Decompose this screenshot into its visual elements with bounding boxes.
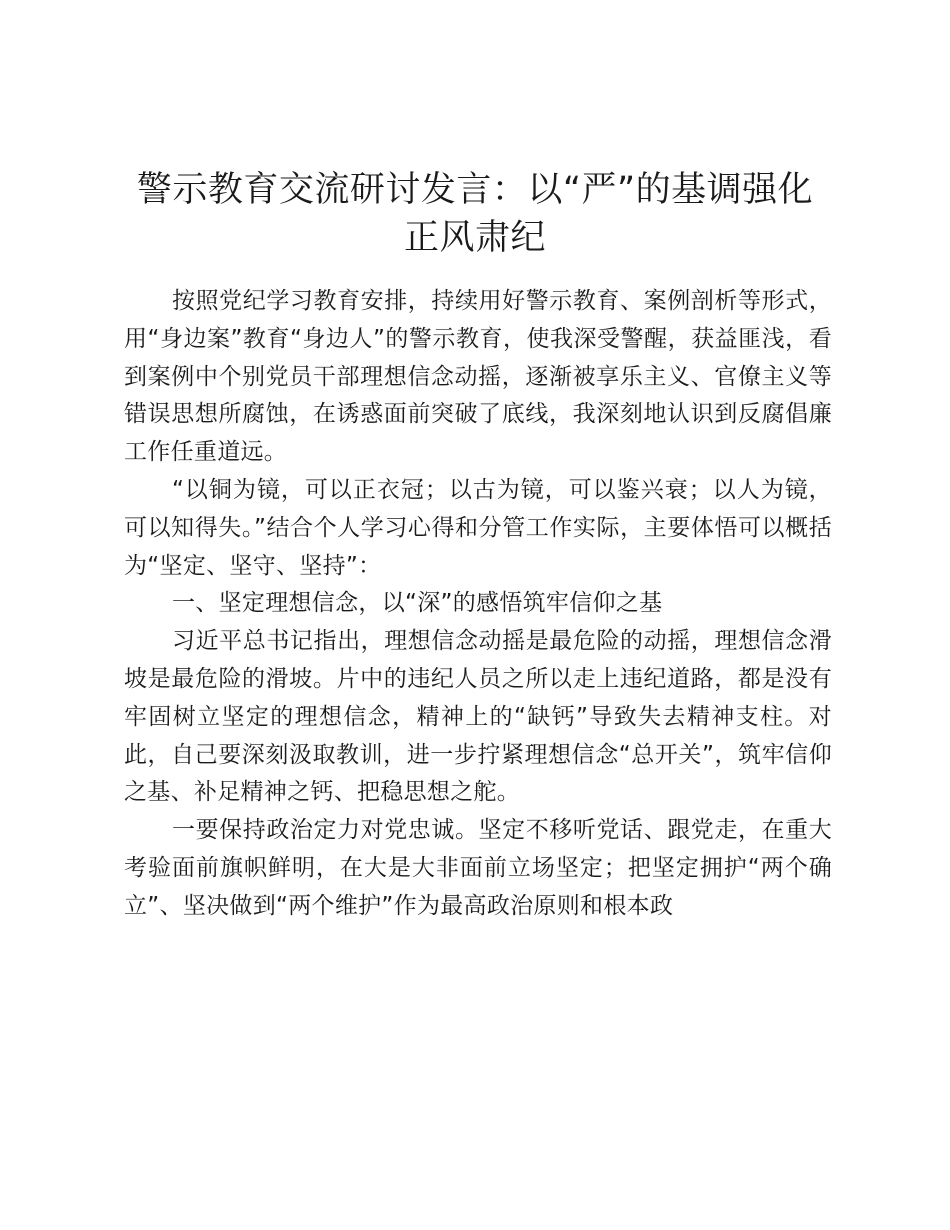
paragraph-quote: “以铜为镜，可以正衣冠；以古为镜，可以鉴兴衰；以人为镜，可以知得失。”结合个人学习心得和分管工作实际，主要体悟可以概括为“坚定、坚守、坚持”： — [124, 476, 832, 579]
paragraph-point-1: 一要保持政治定力对党忠诚。坚定不移听党话、跟党走，在重大考验面前旗帜鲜明，在大是大非面前立场坚定；把坚定拥护“两个确立”、坚决做到“两个维护”作为最高政治原则和根本政 — [124, 817, 832, 919]
document-title: 警示教育交流研讨发言：以“严”的基调强化正风肃纪 — [136, 170, 814, 258]
document-body — [124, 283, 832, 926]
paragraph-intro: 按照党纪学习教育安排，持续用好警示教育、案例剖析等形式，用“身边案”教育“身边人”的警示教育，使我深受警醒，获益匪浅，看到案例中个别党员干部理想信念动摇，逐渐被享乐主义、官僚主义等错误思想所腐蚀，在诱惑面前突破了底线，我深刻地认识到反腐倡廉工作任重道远。 — [124, 288, 832, 466]
section-heading-1: 一、坚定理想信念，以“深”的感悟筑牢信仰之基 — [172, 590, 663, 617]
paragraph-section-1: 习近平总书记指出，理想信念动摇是最危险的动摇，理想信念滑坡是最危险的滑坡。片中的违纪人员之所以走上违纪道路，都是没有牢固树立坚定的理想信念，精神上的“缺钙”导致失去精神支柱。对此，自己要深刻汲取教训，进一步拧紧理想信念“总开关”，筑牢信仰之基、补足精神之钙、把稳思想之舵。 — [124, 628, 832, 806]
